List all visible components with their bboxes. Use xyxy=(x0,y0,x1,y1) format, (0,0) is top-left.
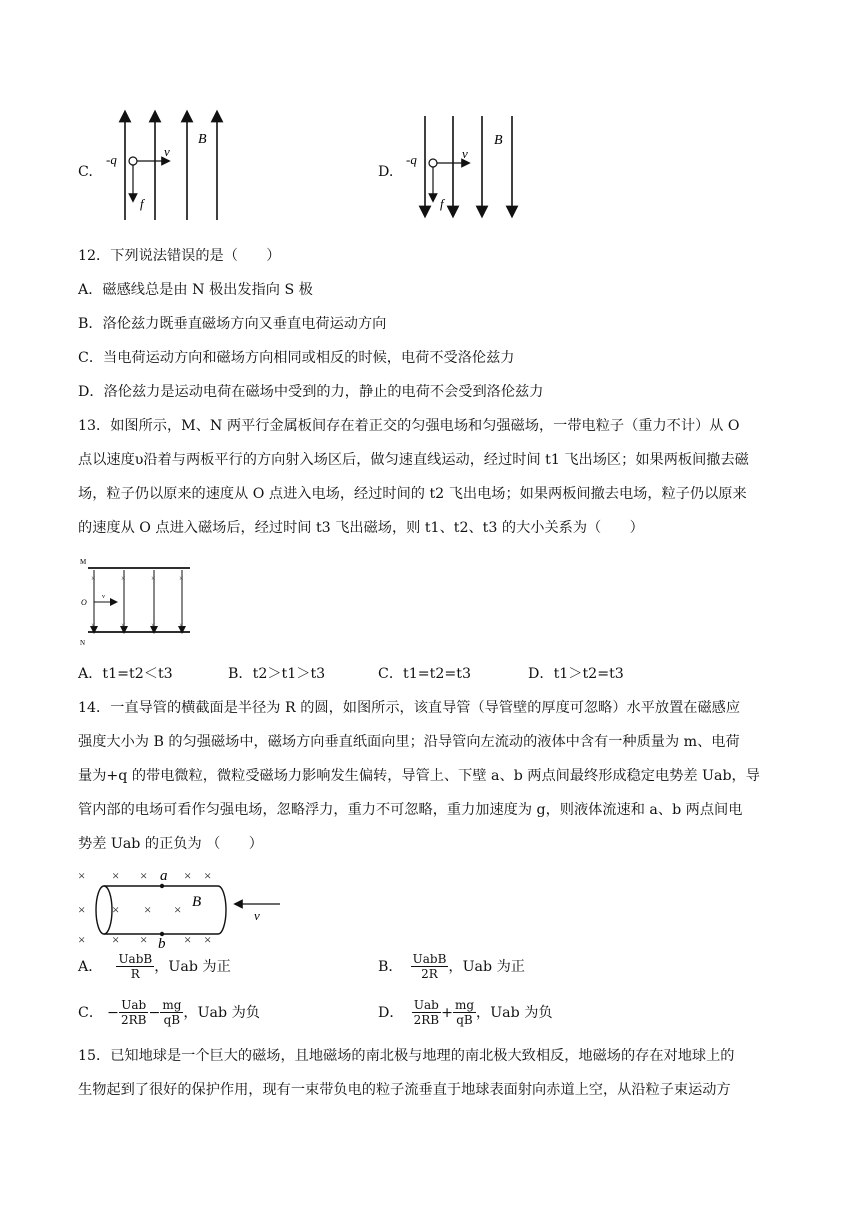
fraction-denominator: 2RB xyxy=(413,1013,440,1027)
option-d-fraction-2 xyxy=(453,998,476,1027)
field-x-mark: × xyxy=(112,868,120,883)
q11-option-d-label: D. xyxy=(378,164,394,180)
option-b-tail: ，Uab 为正 xyxy=(448,958,525,975)
fraction-numerator: mg xyxy=(162,998,182,1012)
option-a-label: A． xyxy=(78,958,103,975)
q15-stem-line-2: 生物起到了很好的保护作用，现有一束带负电的粒子流垂直于地球表面射向赤道上空，从沿粒子束运动方 xyxy=(78,1082,731,1098)
plate-m-label: M xyxy=(80,558,87,566)
point-b-label: b xyxy=(158,936,166,950)
q13-stem-line-1: 13．如图所示，M、N 两平行金属板间存在着正交的匀强电场和匀强磁场，一带电粒子（重力不计）从 O xyxy=(78,418,740,434)
fraction-numerator: UabB xyxy=(118,952,153,966)
option-a-tail: ，Uab 为正 xyxy=(154,958,231,975)
q14-option-b xyxy=(378,952,525,981)
q13-stem-line-4: 的速度从 O 点进入磁场后，经过时间 t3 飞出磁场，则 t1、t2、t3 的大小关系为（ ） xyxy=(78,520,644,536)
field-x-mark: × xyxy=(112,932,120,947)
field-x-mark: × xyxy=(121,574,126,583)
field-x-mark: × xyxy=(179,621,184,630)
field-x-mark: × xyxy=(91,574,96,583)
q14-option-a xyxy=(78,952,231,981)
velocity-label: v xyxy=(164,144,170,159)
field-x-mark: × xyxy=(151,574,156,583)
field-x-mark: × xyxy=(112,902,120,917)
q14-figure xyxy=(74,860,294,950)
plate-n-label: N xyxy=(80,639,86,646)
field-x-mark: × xyxy=(140,868,148,883)
option-c-fraction-1 xyxy=(119,998,149,1027)
option-c-label: C． xyxy=(78,1004,104,1021)
q14-option-d xyxy=(378,998,553,1027)
option-d-fraction-1 xyxy=(412,998,442,1027)
field-x-mark: × xyxy=(121,621,126,630)
q14-stem-line-1: 14．一直导管的横截面是半径为 R 的圆，如图所示，该直导管（导管壁的厚度可忽略）水平放置在磁感应 xyxy=(78,700,741,716)
q11-option-d-figure xyxy=(400,108,530,228)
option-d-label: D． xyxy=(378,1004,404,1021)
q13-option-d: D．t1＞t2=t3 xyxy=(528,666,624,682)
fraction-denominator: 2RB xyxy=(120,1013,147,1027)
field-x-mark: × xyxy=(151,621,156,630)
option-b-fraction xyxy=(411,952,449,981)
field-x-mark: × xyxy=(91,621,96,630)
field-x-mark: × xyxy=(184,932,192,947)
field-x-mark: × xyxy=(144,902,152,917)
option-a-fraction xyxy=(116,952,154,981)
velocity-label: v xyxy=(102,594,105,600)
option-c-fraction-2 xyxy=(160,998,183,1027)
q14-option-c xyxy=(78,998,260,1027)
minus-sign: − xyxy=(148,1004,161,1021)
fraction-numerator: Uab xyxy=(412,998,442,1013)
field-x-mark: × xyxy=(78,868,86,883)
field-label: B xyxy=(494,133,503,148)
fraction-denominator: qB xyxy=(163,1013,181,1027)
field-x-mark: × xyxy=(204,932,212,947)
q12-option-b: B．洛伦兹力既垂直磁场方向又垂直电荷运动方向 xyxy=(78,316,387,332)
field-x-mark: × xyxy=(140,932,148,947)
q13-option-a: A．t1=t2＜t3 xyxy=(78,666,173,682)
option-b-label: B． xyxy=(378,958,403,975)
field-x-mark: × xyxy=(78,932,86,947)
fraction-denominator: 2R xyxy=(421,967,438,981)
charge-label: -q xyxy=(106,152,117,167)
q11-option-c-figure xyxy=(100,108,230,228)
field-x-mark: × xyxy=(179,574,184,583)
q11-option-c-label: C. xyxy=(78,164,93,180)
q12-option-d: D．洛伦兹力是运动电荷在磁场中受到的力，静止的电荷不会受到洛伦兹力 xyxy=(78,384,544,400)
fraction-numerator: Uab xyxy=(119,998,149,1013)
option-d-tail: ，Uab 为负 xyxy=(476,1004,553,1021)
q13-stem-line-3: 场，粒子仍以原来的速度从 O 点进入电场，经过时间的 t2 飞出电场；如果两板间撤去电场，粒子仍以原来 xyxy=(78,486,747,502)
minus-sign: − xyxy=(107,1004,119,1021)
q14-stem-line-2: 强度大小为 B 的匀强磁场中，磁场方向垂直纸面向里；沿导管向左流动的液体中含有一种质量为 m、电荷 xyxy=(78,734,740,750)
field-x-mark: × xyxy=(174,902,182,917)
option-c-tail: ，Uab 为负 xyxy=(183,1004,260,1021)
q12-stem: 12．下列说法错误的是（ ） xyxy=(78,248,281,264)
q14-stem-line-4: 管内部的电场可看作匀强电场，忽略浮力，重力不可忽略，重力加速度为 g，则液体流速和 a、b 两点间电 xyxy=(78,802,743,818)
field-x-mark: × xyxy=(78,902,86,917)
fraction-numerator: UabB xyxy=(412,952,447,966)
q12-option-c: C．当电荷运动方向和磁场方向相同或相反的时候，电荷不受洛伦兹力 xyxy=(78,350,515,366)
point-o-label: O xyxy=(81,598,87,607)
q13-stem-line-2: 点以速度υ沿着与两板平行的方向射入场区后，做匀速直线运动，经过时间 t1 飞出场区；如果两板间撤去磁 xyxy=(78,452,749,468)
q13-option-b: B．t2＞t1＞t3 xyxy=(228,666,326,682)
force-label: f xyxy=(140,196,144,211)
fraction-numerator: mg xyxy=(454,998,475,1012)
point-a-label: a xyxy=(160,868,168,884)
q12-option-a: A．磁感线总是由 N 极出发指向 S 极 xyxy=(78,282,313,298)
field-label: B xyxy=(192,894,202,910)
fraction-denominator: qB xyxy=(456,1013,473,1027)
field-x-mark: × xyxy=(204,868,212,883)
plus-sign: + xyxy=(441,1004,453,1021)
field-label: B xyxy=(198,132,207,147)
q14-stem-line-5: 势差 Uab 的正负为 （ ） xyxy=(78,836,263,852)
velocity-label: v xyxy=(254,908,260,923)
force-label: f xyxy=(440,196,444,211)
fraction-denominator: R xyxy=(130,967,140,981)
charge-label: -q xyxy=(406,152,417,167)
field-x-mark: × xyxy=(184,868,192,883)
q13-figure xyxy=(80,556,200,646)
velocity-label: v xyxy=(462,146,468,161)
q14-stem-line-3: 量为+q 的带电微粒，微粒受磁场力影响发生偏转，导管上、下壁 a、b 两点间最终形成稳定电势差 Uab，导 xyxy=(78,768,760,784)
q13-option-c: C．t1=t2=t3 xyxy=(378,666,472,682)
q15-stem-line-1: 15．已知地球是一个巨大的磁场，且地磁场的南北极与地理的南北极大致相反，地磁场的存在对地球上的 xyxy=(78,1048,735,1064)
